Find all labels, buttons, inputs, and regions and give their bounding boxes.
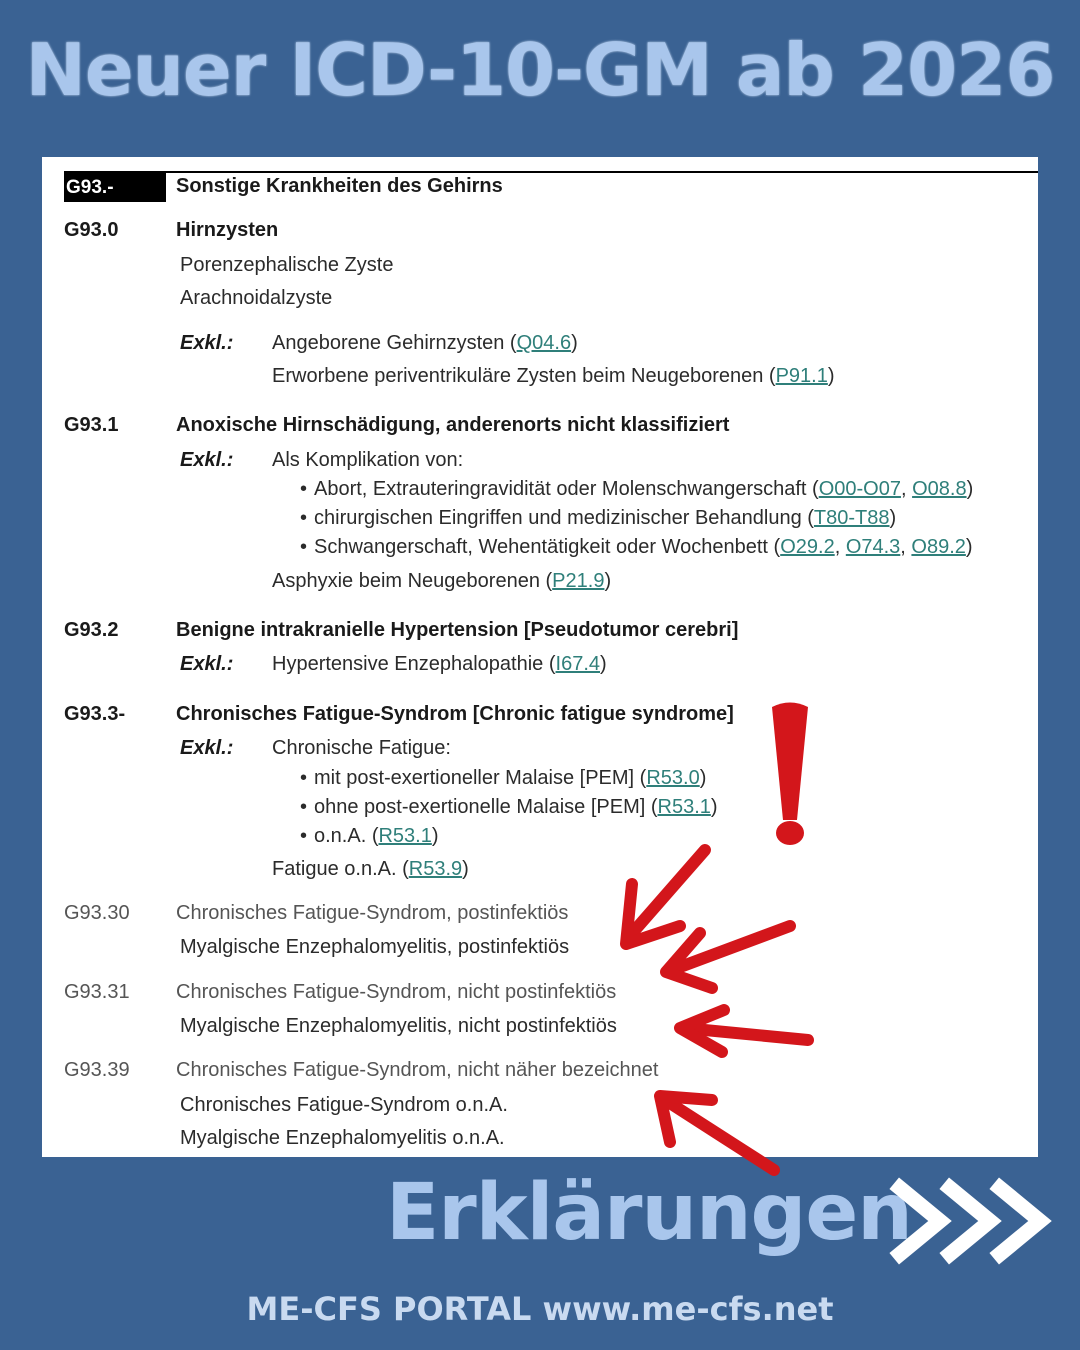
code-link[interactable]: I67.4 <box>555 653 600 675</box>
exclusion-bullet: • ohne post-exertionelle Malaise [PEM] (R53.1) <box>314 795 718 819</box>
code-link[interactable]: O29.2 <box>780 536 835 558</box>
inclusion-item: Myalgische Enzephalomyelitis, postinfektiös <box>180 936 570 958</box>
inclusion-item: Chronisches Fatigue-Syndrom o.n.A. <box>180 1094 508 1116</box>
exkl-label: Exkl.: <box>180 737 234 759</box>
title-g9331: Chronisches Fatigue-Syndrom, nicht postinfektiös <box>176 981 617 1003</box>
code-g933: G93.3- <box>64 703 126 725</box>
title-g931: Anoxische Hirnschädigung, anderenorts nicht klassifiziert <box>176 414 730 436</box>
inclusion-item: Arachnoidalzyste <box>180 287 333 309</box>
exclusion-bullet: • chirurgischen Eingriffen und medizinischer Behandlung (T80-T88) <box>314 506 896 530</box>
code-g932: G93.2 <box>64 619 119 641</box>
exclusion-item: Fatigue o.n.A. (R53.9) <box>272 858 469 880</box>
chapter-title: Sonstige Krankheiten des Gehirns <box>176 175 503 197</box>
code-link[interactable]: O74.3 <box>845 536 901 558</box>
exclusion-item: Asphyxie beim Neugeborenen (P21.9) <box>272 570 612 592</box>
code-g9331: G93.31 <box>64 981 130 1003</box>
title-g930: Hirnzysten <box>176 219 279 241</box>
exclusion-intro: Als Komplikation von: <box>272 449 464 471</box>
code-link[interactable]: R53.1 <box>378 825 432 847</box>
code-link[interactable]: R53.1 <box>657 796 711 818</box>
inclusion-item: Porenzephalische Zyste <box>180 254 394 276</box>
code-link[interactable]: O89.2 <box>911 536 966 558</box>
icd-document <box>42 157 1038 1157</box>
explanations-heading[interactable]: Erklärungen <box>386 1168 912 1258</box>
triple-chevron-right-icon[interactable] <box>888 1176 1064 1266</box>
exclusion-bullet: • o.n.A. (R53.1) <box>314 824 439 848</box>
code-link[interactable]: R53.0 <box>646 767 700 789</box>
title-g932: Benigne intrakranielle Hypertension [Pseudotumor cerebri] <box>176 619 739 641</box>
code-link[interactable]: P91.1 <box>775 365 828 387</box>
exclusion-intro: Chronische Fatigue: <box>272 737 451 759</box>
inclusion-item: Myalgische Enzephalomyelitis o.n.A. <box>180 1127 505 1149</box>
exclusion-item: Angeborene Gehirnzysten (Q04.6) <box>272 332 578 354</box>
code-link[interactable]: P21.9 <box>552 570 605 592</box>
code-link[interactable]: O08.8 <box>912 478 967 500</box>
inclusion-item: Myalgische Enzephalomyelitis, nicht postinfektiös <box>180 1015 617 1037</box>
title-g9330: Chronisches Fatigue-Syndrom, postinfektiös <box>176 902 569 924</box>
title-g9339: Chronisches Fatigue-Syndrom, nicht näher bezeichnet <box>176 1059 659 1081</box>
footer-brand: ME-CFS PORTAL www.me-cfs.net <box>246 1290 834 1328</box>
chapter-code: G93.- <box>64 173 166 202</box>
code-link[interactable]: T80-T88 <box>813 507 890 529</box>
page-title: Neuer ICD-10-GM ab 2026 <box>25 28 1055 112</box>
exclusion-bullet: • mit post-exertioneller Malaise [PEM] (R53.0) <box>314 766 706 790</box>
exclusion-bullet: • Schwangerschaft, Wehentätigkeit oder Wochenbett (O29.2, O74.3, O89.2) <box>314 535 973 559</box>
exkl-label: Exkl.: <box>180 653 234 675</box>
code-link[interactable]: R53.9 <box>408 858 463 880</box>
exclusion-bullet: • Abort, Extrauteringravidität oder Molenschwangerschaft (O00-O07, O08.8) <box>314 477 973 501</box>
code-g9339: G93.39 <box>64 1059 130 1081</box>
exkl-label: Exkl.: <box>180 332 234 354</box>
header-rule <box>64 171 1038 173</box>
code-link[interactable]: O00-O07 <box>818 478 901 500</box>
title-g933: Chronisches Fatigue-Syndrom [Chronic fatigue syndrome] <box>176 703 734 725</box>
code-g930: G93.0 <box>64 219 119 241</box>
exclusion-item: Hypertensive Enzephalopathie (I67.4) <box>272 653 607 675</box>
code-g931: G93.1 <box>64 414 119 436</box>
code-link[interactable]: Q04.6 <box>516 332 572 354</box>
code-g9330: G93.30 <box>64 902 130 924</box>
exclusion-item: Erworbene periventrikuläre Zysten beim Neugeborenen (P91.1) <box>272 365 835 387</box>
exkl-label: Exkl.: <box>180 449 234 471</box>
